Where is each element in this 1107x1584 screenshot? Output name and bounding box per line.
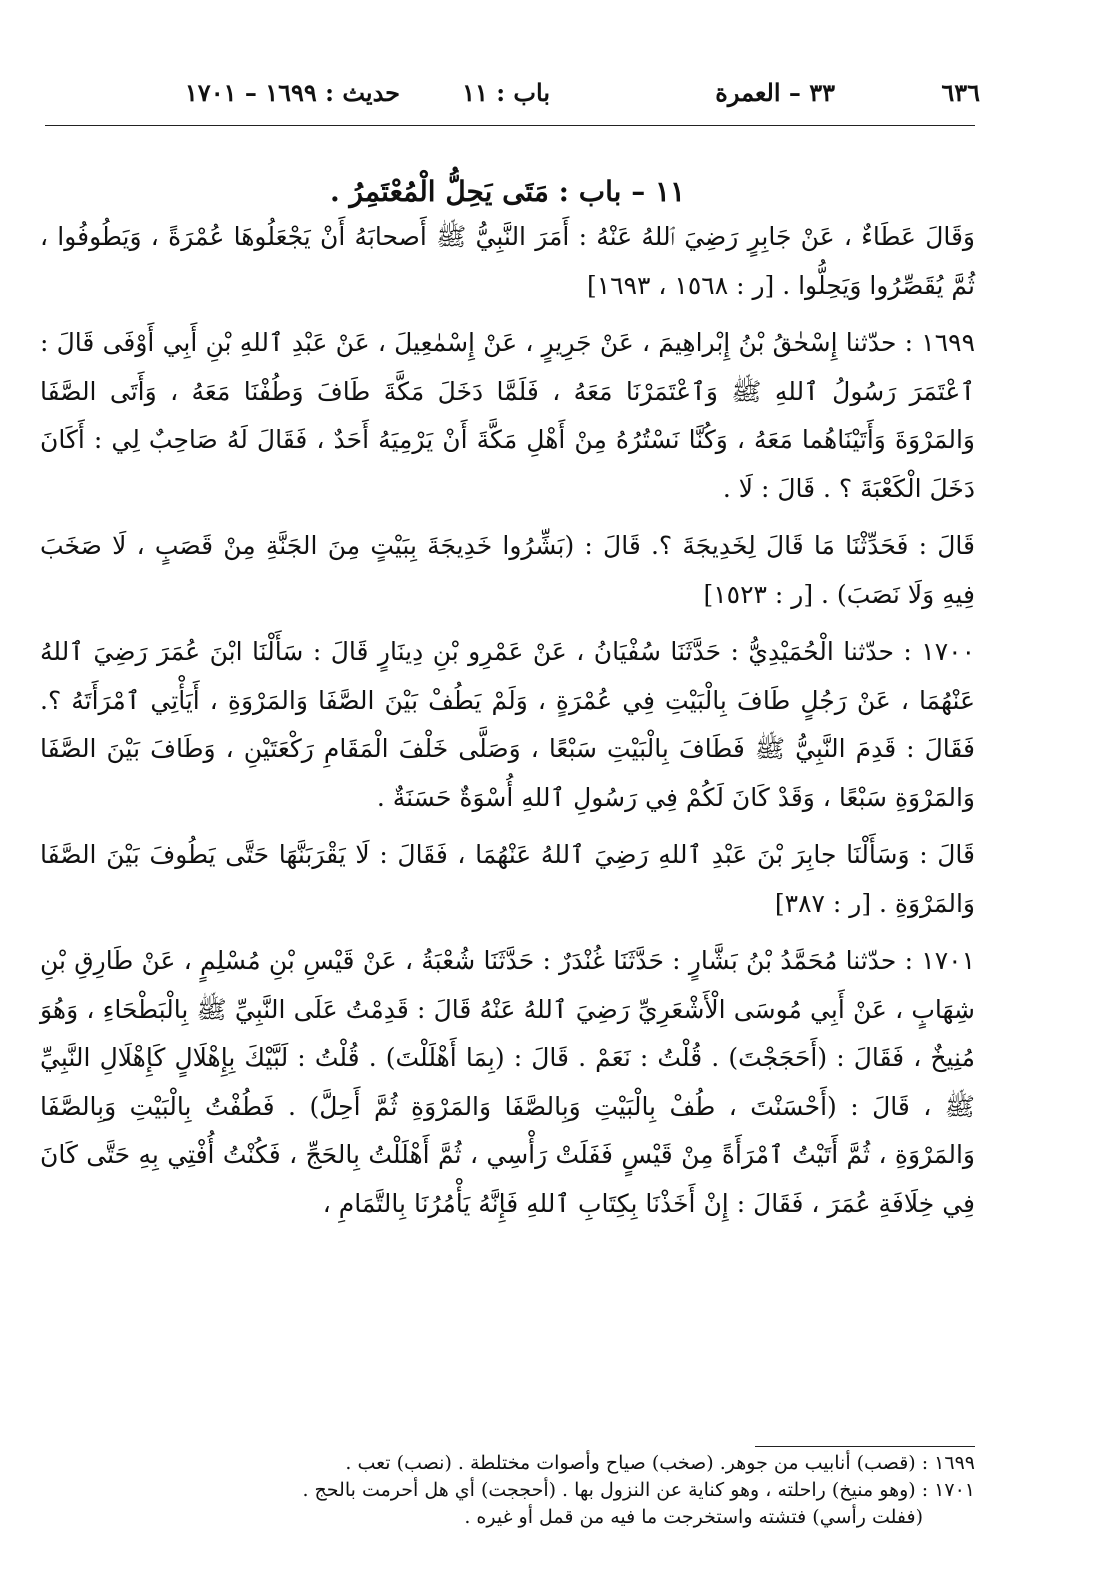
- footnote: ١٧٠١ : (وهو منيخ) راحلته ، وهو كناية عن النزول بها . (أحججت) أي هل أحرمت بالحج .: [302, 1479, 975, 1501]
- main-text: [40, 168, 975, 1237]
- paragraph: ١٦٩٩ : حدّثنا إِسْحٰقُ بْنُ إِبْراهِيمَ ، عَنْ جَرِيرٍ ، عَنْ إِسْمٰعِيلَ ، عَنْ عَبْدِ ٱللهِ بْنِ أَبِي أَوْفَى قَالَ : ٱعْتَمَرَ رَسُولُ ٱللهِ ﷺ وَٱعْتَمَرْنَا مَعَهُ ، فَلَمَّا دَخَلَ مَكَّةَ طَافَ وَطُفْنَا مَعَهُ ، وَأَتَى الصَّفَا وَالمَرْوَةَ وَأَتَيْنَاهُما مَعَهُ ، وَكُنَّا نَسْتُرُهُ مِنْ أَهْلِ مَكَّةَ أَنْ يَرْمِيَهُ أَحَدٌ ، فَقَالَ لَهُ صَاحِبٌ لِي : أَكَانَ دَخَلَ الْكَعْبَةَ ؟ . قَالَ : لَا .: [40, 328, 975, 503]
- paragraph: قَالَ : وَسَأَلْنَا جابِرَ بْنَ عَبْدِ ٱللهِ رَضِيَ ٱللهُ عَنْهُمَا ، فَقَالَ : لَا يَقْرَبَنَّهَا حَتَّى يَطُوفَ بَيْنَ الصَّفَا وَالمَرْوَةِ . [ر : ٣٨٧]: [40, 840, 975, 918]
- footnotes: [150, 1450, 975, 1531]
- paragraph: ١٧٠٠ : حدّثنا الْحُمَيْدِيُّ : حَدَّثَنَا سُفْيَانُ ، عَنْ عَمْرِو بْنِ دِينَارٍ قَالَ : سَأَلْنَا ابْنَ عُمَرَ رَضِيَ ٱللهُ عَنْهُمَا ، عَنْ رَجُلٍ طَافَ بِالْبَيْتِ فِي عُمْرَةٍ ، وَلَمْ يَطُفْ بَيْنَ الصَّفَا وَالمَرْوَةِ ، أَيَأْتِي ٱمْرَأَتَهُ ؟. فَقَالَ : قَدِمَ النَّبِيُّ ﷺ فَطَافَ بِالْبَيْتِ سَبْعًا ، وَصَلَّى خَلْفَ الْمَقَامِ رَكْعَتَيْنِ ، وَطَافَ بَيْنَ الصَّفَا وَالمَرْوَةِ سَبْعًا ، وَقَدْ كَانَ لَكُمْ فِي رَسُولِ ٱللهِ أُسْوَةٌ حَسَنَةٌ .: [40, 637, 975, 812]
- running-header: [150, 78, 980, 118]
- header-divider: [45, 125, 975, 126]
- footnote: (ففلت رأسي) فتشته واستخرجت ما فيه من قمل أو غيره .: [464, 1506, 923, 1528]
- paragraph: ١٧٠١ : حدّثنا مُحَمَّدُ بْنُ بَشَّارٍ : حَدَّثَنَا غُنْدَرٌ : حَدَّثَنَا شُعْبَةُ ، عَنْ قَيْسِ بْنِ مُسْلِمٍ ، عَنْ طَارِقِ بْنِ شِهَابٍ ، عَنْ أَبِي مُوسَى الْأَشْعَرِيِّ رَضِيَ ٱللهُ عَنْهُ قَالَ : قَدِمْتُ عَلَى النَّبِيِّ ﷺ بِالْبَطْحَاءِ ، وَهُوَ مُنِيخٌ ، فَقَالَ : (أَحَجَجْتَ) . قُلْتُ : نَعَمْ . قَالَ : (بِمَا أَهْلَلْتَ) . قُلْتُ : لَبَّيْكَ بِإِهْلَالٍ كَإِهْلَالِ النَّبِيِّ ﷺ ، قَالَ : (أَحْسَنْتَ ، طُفْ بِالْبَيْتِ وَبِالصَّفَا وَالمَرْوَةِ ثُمَّ أَحِلَّ) . فَطُفْتُ بِالْبَيْتِ وَبِالصَّفَا وَالمَرْوَةِ ، ثُمَّ أَتَيْتُ ٱمْرَأَةً مِنْ قَيْسٍ فَفَلَتْ رَأْسِي ، ثُمَّ أَهْلَلْتُ بِالحَجِّ ، فَكُنْتُ أُفْتِي بِهِ حَتَّى كَانَ فِي خِلَافَةِ عُمَرَ ، فَقَالَ : إِنْ أَخَذْنَا بِكِتَابِ ٱللهِ فَإِنَّهُ يَأْمُرُنَا بِالتَّمَامِ ،: [40, 946, 975, 1218]
- footnote: ١٦٩٩ : (قصب) أنابيب من جوهر. (صخب) صياح وأصوات مختلطة . (نصب) تعب .: [345, 1452, 975, 1474]
- book-title: ٣٣ – العمرة: [715, 78, 835, 107]
- chapter-number: باب : ١١: [462, 78, 550, 107]
- paragraph: قَالَ : فَحَدِّثْنَا مَا قَالَ لِخَدِيجَةَ ؟. قَالَ : (بَشِّرُوا خَدِيجَةَ بِبَيْتٍ مِنَ الجَنَّةِ مِنْ قَصَبٍ ، لَا صَخَبَ فِيهِ وَلَا نَصَبَ) . [ر : ١٥٢٣]: [40, 531, 975, 609]
- page-number: ٦٣٦: [941, 78, 980, 107]
- paragraph: وَقَالَ عَطَاءٌ ، عَنْ جَابِرٍ رَضِيَ ٱللهُ عَنْهُ : أَمَرَ النَّبِيُّ ﷺ أَصحابَهُ أَنْ يَجْعَلُوهَا عُمْرَةً ، وَيَطُوفُوا ، ثُمَّ يُقَصِّرُوا وَيَحِلُّوا . [ر : ١٥٦٨ ، ١٦٩٣]: [40, 222, 975, 300]
- chapter-title: ١١ – باب : مَتَى يَحِلُّ الْمُعْتَمِرُ .: [329, 175, 686, 208]
- footnote-divider: [755, 1446, 975, 1447]
- hadith-range: حديث : ١٦٩٩ – ١٧٠١: [184, 78, 400, 107]
